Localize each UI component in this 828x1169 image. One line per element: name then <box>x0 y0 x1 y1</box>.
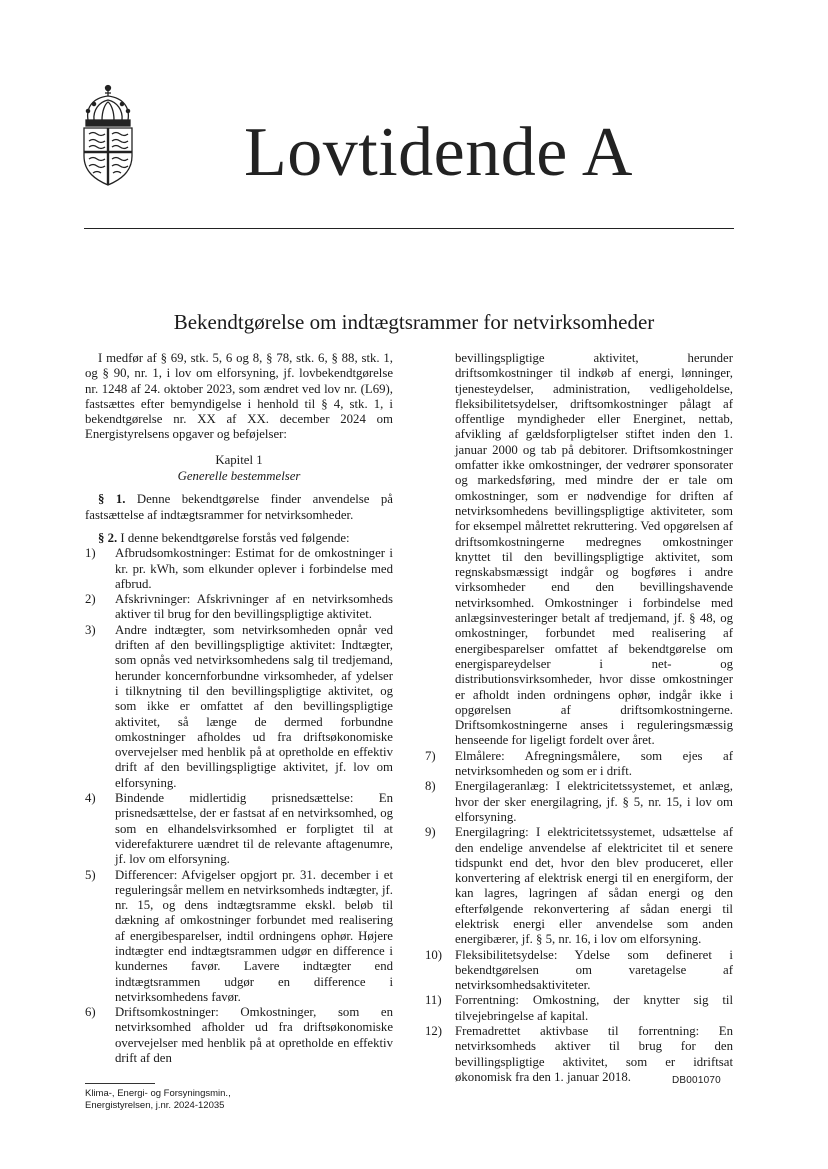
definition-text: Energilageranlæg: I elektricitetssystemet, et anlæg, hvor der sker energilagring, jf. § 5, nr. 15, i lov om elforsyning. <box>455 779 733 824</box>
definition-text: Afbrudsomkostninger: Estimat for de omkostninger i kr. pr. kWh, som elkunder oplever i forbindelse med afbrud. <box>115 546 393 591</box>
definition-item <box>85 623 393 791</box>
definition-number: 2) <box>85 592 96 607</box>
document-title: Bekendtgørelse om indtægtsrammer for netvirksomheder <box>173 310 655 334</box>
definition-number: 6) <box>85 1005 96 1020</box>
footer-ministry: Klima-, Energi- og Forsyningsmin., <box>85 1088 231 1099</box>
preamble: I medfør af § 69, stk. 5, 6 og 8, § 78, stk. 6, § 88, stk. 1, og § 90, nr. 1, i lov om elforsyning, jf. lovbekendtgørelse nr. 1248 af 24. oktober 2023, som ændret ved lov nr. (L69), fastsættes efter bemyndigelse i henhold til § 4, stk. 1, i bekendtgørelse nr. XX af XX. december 2024 om Energistyrelsens opgaver og beføjelser: <box>85 351 393 442</box>
masthead-title: Lovtidende A <box>244 114 633 191</box>
definition-number: 3) <box>85 622 96 637</box>
section-1-text: Denne bekendtgørelse finder anvendelse på fastsættelse af indtægtsrammer for netvirksomheder. <box>85 492 393 522</box>
definition-number: 5) <box>85 867 96 882</box>
definition-text: Forrentning: Omkostning, der knytter sig til tilvejebringelse af kapital. <box>455 993 733 1023</box>
chapter-subheading: Generelle bestemmelser <box>177 469 301 484</box>
definition-number: 9) <box>425 825 436 840</box>
definition-number: 12) <box>425 1024 443 1039</box>
definition-item <box>425 779 733 825</box>
royal-coat-of-arms-icon <box>80 84 136 186</box>
definition-number: 7) <box>425 748 436 763</box>
definition-item <box>85 1005 393 1066</box>
definition-item <box>85 592 393 623</box>
definition-text: Energilagring: I elektricitetssystemet, udsættelse af den endelige anvendelse af elektricitet til et senere tidspunkt end det, hvor den blev produceret, eller konvertering af elektrisk energi til en energiform, der kan lagres, lagringen af sådan energi og den efterfølgende rekonvertering af sådan energi til elektrisk energi eller anvendelse som anden energibærer, jf. § 5, nr. 16, i lov om elforsyning. <box>455 825 733 947</box>
definition-number: 4) <box>85 791 96 806</box>
definition-item <box>85 791 393 867</box>
definition-item <box>85 868 393 1006</box>
footer-divider <box>85 1083 155 1084</box>
definition-continuation-text: bevillingspligtige aktivitet, herunder driftsomkostninger til indkøb af energi, lønninger, tjenesteydelser, administration, vedligeholdelse, fleksibilitetsydelser, driftsomkostninger pålagt af offentlige myndigheder eller Energinet, nettab, afvikling af gældsforpligtelser stiftet inden den 1. januar 2000 og tab på debitorer. Driftsomkostninger omfatter ikke omkostninger, der vedrører sponsorater og markedsføring, med mindre der er tale om omkostninger, som er nødvendige for driften af netvirksomhedens bevillingspligtige aktiviteter, som for eksempel målrettet rekruttering. Ved opgørelsen af driftsomkostningerne medregnes omkostninger knyttet til den bevillingspligtige aktivitet, som regnskabsmæssigt indgår og bogføres i andre virksomheder end den bevillingshavende netvirksomhed. Omkostninger i forbindelse med anlægsinvesteringer betalt af tredjemand, jf. § 48, og omkostninger, forbundet med realisering af energibesparelser omfattet af bekendtgørelse om energispareydelser i net- og distributionsvirksomheder, hvor disse omkostninger er afholdt inden ordningens ophør, indgår ikke i opgørelsen af driftsomkostningerne. Driftsomkostningerne anses i reguleringsmæssig henseende for ligeligt fordelt over året. <box>455 351 733 748</box>
section-1 <box>85 492 393 523</box>
chapter-heading: Kapitel 1 <box>215 452 263 467</box>
left-column <box>85 351 393 1066</box>
definition-text: Afskrivninger: Afskrivninger af en netvirksomheds aktiver til brug for den bevillingspligtige aktivitet. <box>115 592 393 622</box>
definition-number: 8) <box>425 779 436 794</box>
definition-item <box>425 993 733 1024</box>
definition-text: Fremadrettet aktivbase til forrentning: En netvirksomheds aktiver til brug for den bevillingspligtige aktivitet, som er idriftsat økonomisk fra den 1. januar 2018. <box>455 1024 733 1084</box>
document-code: DB001070 <box>672 1075 721 1086</box>
definition-number: 1) <box>85 546 96 561</box>
definition-text: Driftsomkostninger: Omkostninger, som en netvirksomhed afholder ud fra driftsøkonomiske overvejelser med henblik på at opretholde en effektiv drift af den <box>115 1005 393 1066</box>
definitions-list-left <box>85 546 393 1066</box>
definition-continuation <box>425 351 733 749</box>
section-2-label: § 2. <box>98 530 118 545</box>
definition-number: 11) <box>425 993 442 1008</box>
definitions-list-right <box>425 749 733 1086</box>
section-1-label: § 1. <box>98 492 126 507</box>
definition-item <box>85 546 393 592</box>
definition-text: Differencer: Afvigelser opgjort pr. 31. december i et reguleringsår mellem en netvirksomheds indtægter, jf. nr. 15, og dens indtægtsramme ekskl. beløb til dækning af omkostninger forbundet med realisering af energibesparelser, indtil ordningens ophør. Højere indtægter end indtægtsrammen udgør en difference i kundernes favør. Lavere indtægter end indtægtsrammen udgør en difference i netvirksomhedens favør. <box>115 867 393 1004</box>
definition-item <box>425 825 733 947</box>
definition-text: Elmålere: Afregningsmålere, som ejes af netvirksomheden og som er i drift. <box>455 748 733 779</box>
footer-case-number: Energistyrelsen, j.nr. 2024-12035 <box>85 1100 225 1111</box>
definition-item <box>425 749 733 780</box>
section-2 <box>85 531 393 546</box>
definition-text: Bindende midlertidig prisnedsættelse: En prisnedsættelse, der er fastsat af en netvirksomhed, og som en elhandelsvirksomhed er forpligtet til at viderefakturere uændret til de relevante aftagenumre, jf. lov om elforsyning. <box>115 791 393 867</box>
definition-item <box>425 948 733 994</box>
masthead-divider <box>84 228 734 229</box>
right-column <box>425 351 733 1085</box>
definition-text: Fleksibilitetsydelse: Ydelse som defineret i bekendtgørelsen om varetagelse af netvirksomhedsaktiviteter. <box>455 947 733 993</box>
footer-note <box>85 1088 231 1112</box>
definition-text: Andre indtægter, som netvirksomheden opnår ved driften af den bevillingspligtige aktivitet: Indtægter, som opnås ved netvirksomhedens salg til tredjemand, herunder koncernforbundne virksomheder, af ydelser i tilknytning til den bevillingspligtige aktivitet, og som ikke er omfattet af den bevillingspligtige aktivitet, så længe de dermed forbundne omkostninger afholdes ud fra driftsøkonomiske overvejelser med henblik på at opretholde en effektiv drift af den bevillingspligtige aktivitet, jf. lov om elforsyning. <box>115 622 393 790</box>
definition-number: 10) <box>425 947 443 962</box>
section-2-text: I denne bekendtgørelse forstås ved følgende: <box>117 530 350 545</box>
